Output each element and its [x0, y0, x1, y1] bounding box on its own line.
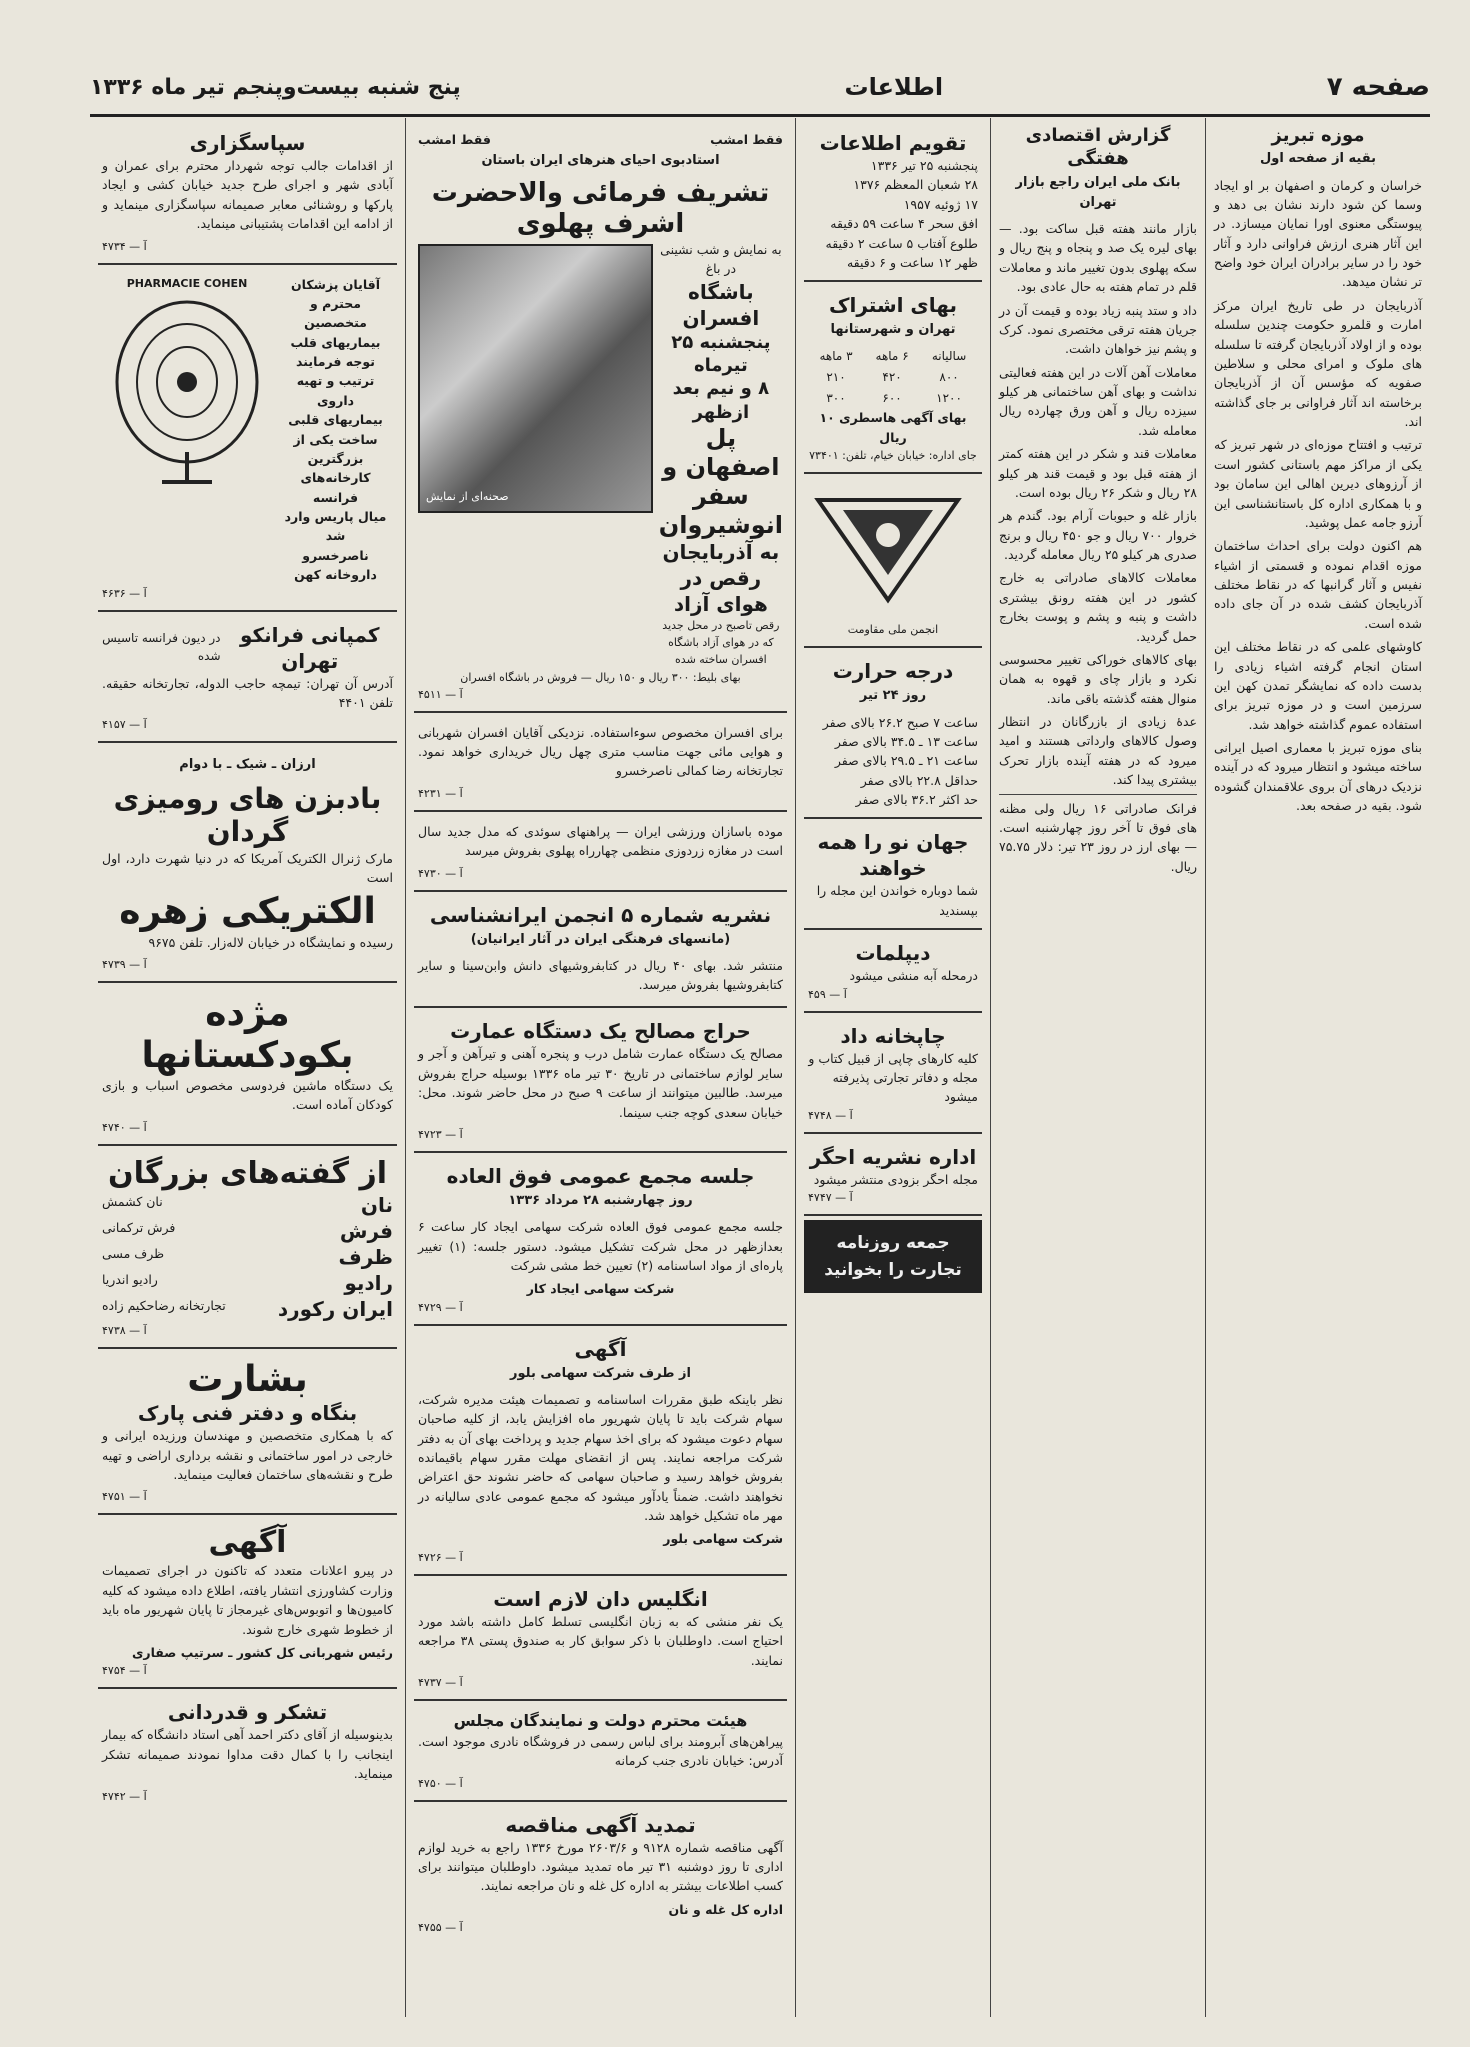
- assembly-body: جلسه مجمع عمومی فوق العاده شرکت سهامی ایجاد کار ساعت ۶ بعدازظهر در محل شرکت تشکیل میشود. دستور جلسه: (۱) تغییر پاره‌ای از مواد اساسنامه (۲) تعیین خط مشی شرکت: [418, 1219, 783, 1273]
- store-row: [102, 1192, 393, 1218]
- bashar-sub: بنگاه و دفتر فنی پارک: [137, 1401, 358, 1426]
- ad-code: آ — ۴۵۹: [808, 987, 847, 1001]
- store-desc: رادیو اندریا: [102, 1271, 158, 1287]
- pharm-line: متخصصین بیماریهای قلب: [290, 315, 381, 350]
- sub-header: ۶ ماهه: [875, 349, 909, 364]
- show-item: پل اصفهان و: [662, 424, 780, 481]
- promo-banner: جمعه روزنامه تجارت را بخوانید: [804, 1220, 982, 1293]
- museum-para: بنای موزه تبریز با معماری اصیل ایرانی ساخته میشود و انتظار میرود که در آینده نزدیک درهای آن بروی علاقمندان گشوده شود. بقیه در صفحه بعد.: [1214, 740, 1422, 814]
- ad-code: آ — ۴۷۳۸: [102, 1323, 147, 1337]
- ad-code: آ — ۴۵۱۱: [418, 687, 463, 701]
- fan-body: مارک ژنرال الکتریک آمریکا که در دنیا شهرت دارد، اول است: [102, 850, 393, 886]
- show-item: سفر انوشیروان: [658, 481, 783, 539]
- museum-subtitle: بقیه از صفحه اول: [1260, 151, 1376, 167]
- temp-row: ساعت ۷ صبح ۲۶.۲ بالای صفر: [822, 714, 978, 730]
- econ-para: معاملات قند و شکر در این هفته کمتر از هفته قبل بود و قیمت قند هر کیلو ۲۸ ریال و شکر ۲۶ ریال بوده است.: [999, 446, 1197, 500]
- bolour-notice: [414, 1330, 787, 1576]
- world-title: جهان نو را همه خواهند: [817, 830, 969, 881]
- econ-para: بازار غله و حبوبات آرام بود. گندم هر خروار ۷۰۰ ریال و جو ۴۵۰ ریال و برنج صدری هر کیلو ۲۵ ریال معامله گردید.: [999, 508, 1197, 563]
- assembly-ad: [414, 1157, 787, 1326]
- ad-code: آ — ۴۷۲۹: [418, 1300, 463, 1314]
- ad-code: آ — ۴۷۵۵: [418, 1921, 463, 1935]
- kids-ad: [98, 987, 397, 1146]
- calendar-row: پنجشنبه ۲۵ تیر ۱۳۳۶: [870, 158, 978, 173]
- photo-caption: صحنه‌ای از نمایش: [426, 489, 509, 503]
- sub-cell: ۳۰۰: [826, 390, 846, 405]
- thx-body: بدینوسیله از آقای دکتر احمد آهی استاد دانشگاه که بیمار اینجانب را با کمال دقت مداوا نمودند صمیمانه تشکر مینماید.: [102, 1727, 393, 1782]
- store-row: [102, 1244, 393, 1270]
- anjoman-ad: [414, 896, 787, 1009]
- english-title: انگلیس دان لازم است: [493, 1586, 708, 1611]
- pharm-line: آقایان پزشکان محترم و: [291, 276, 380, 311]
- subscription-table: [808, 346, 978, 408]
- auction-body: مصالح یک دستگاه عمارت شامل درب و پنجره آهنی و تیرآهن و آجر و سایر لوازم ساختمانی در تاریخ ۳۰ تیر ماه ۱۳۳۶ بوسیله حراج بفروش میرسد. طالبین میتوانند از ساعت ۹ صبح در محل حاضر شوند. محل: خیابان سعدی کوچه جنب سینما.: [418, 1046, 783, 1120]
- world-box: [804, 823, 982, 930]
- parl-title: هیئت محترم دولت و نمایندگان مجلس: [453, 1711, 748, 1731]
- calendar-box: [804, 124, 982, 282]
- notice-sign: شرکت سهامی بلور: [663, 1531, 783, 1547]
- franco-sub: در دیون فرانسه تاسیس شده: [102, 630, 221, 664]
- econ-subtitle: بانک ملی ایران راجع بازار تهران: [1015, 174, 1181, 210]
- agahi-sign: رئیس شهربانی کل کشور ـ سرتیپ صفاری: [131, 1644, 393, 1660]
- pharm-line: ساخت یکی از بزرگترین: [293, 431, 378, 466]
- sub-cell: ۱۲۰۰: [936, 390, 962, 405]
- show-item: رقص در هوای آزاد: [673, 566, 768, 617]
- bashar-ad: [98, 1353, 397, 1516]
- thanks-title: سپاسگزاری: [189, 131, 306, 155]
- anjoman-title: نشریه شماره ۵ انجمن ایرانشناسی: [429, 902, 772, 927]
- franco-body: آدرس آن تهران: تیمچه حاجب الدوله، تجارتخانه حقیقه. تلفن ۴۴۰۱: [102, 675, 393, 710]
- auction-title: حراج مصالح یک دستگاه عمارت: [450, 1019, 751, 1044]
- show-note: رقص تاصبح در محل جدید که در هوای آزاد باشگاه افسران ساخته شده: [662, 619, 780, 667]
- bashar-title: بشارت: [187, 1358, 308, 1400]
- fan-store-name: الکتریکی زهره: [119, 891, 376, 933]
- pharm-line: ترتیب و تهیه داروی: [296, 373, 375, 408]
- museum-para: ترتیب و افتتاح موزه‌ای در شهر تبریز که یکی از مراکز مهم باستانی کشور است از آرزوهای دیرین اهالی این سامان بود و با همکاری اداره کل باستانشناسی این آرزو جامه عمل پوشید.: [1214, 437, 1422, 530]
- sub-cell: ۸۰۰: [939, 369, 959, 384]
- econ-para: معاملات کالاهای صادراتی به خارج کشور در این هفته رونق بیشتری داشت و پنبه و پشم و پوست بخارج حمل گردید.: [999, 570, 1197, 644]
- event-photo: [418, 244, 653, 513]
- english-ad: [414, 1580, 787, 1701]
- assembly-date: روز چهارشنبه ۲۸ مرداد ۱۳۳۶: [508, 1193, 693, 1209]
- agahi-title: آگهی: [208, 1525, 287, 1561]
- emblem-box: [804, 478, 982, 648]
- office-body: مجله احگر بزودی منتشر میشود: [813, 1171, 978, 1187]
- pharm-line: بیماریهای قلبی: [288, 412, 383, 428]
- econ-para: بهای کالاهای خوراکی تغییر محسوسی نکرد و بازار چای و قهوه به همان منوال هفته گذشته باقی ماند.: [999, 651, 1197, 706]
- fan-pre: ارزان ـ شیک ـ با دوام: [179, 757, 316, 773]
- pharm-line: میال پاریس وارد شد: [284, 509, 387, 544]
- store-name: نان: [360, 1192, 393, 1217]
- print-body: کلیه کارهای چاپی از قبیل کتاب و مجله و دفاتر تجارتی پذیرفته میشود: [808, 1050, 978, 1105]
- page-number: صفحه ۷: [1326, 72, 1430, 102]
- paper-name: اطلاعات: [844, 73, 944, 101]
- ad-code: آ — ۴۷۳۹: [102, 958, 147, 972]
- temperature-box: [804, 652, 982, 819]
- emblem-icon: [798, 490, 978, 610]
- ad-code: آ — ۴۷۴۷: [808, 1191, 853, 1205]
- econ-tail: فرانک صادراتی ۱۶ ریال ولی مظنه های فوق تا آخر روز چهارشنبه است. — بهای ارز در روز ۲۳ تیر: دلار ۷۵.۷۵ ریال.: [999, 794, 1197, 877]
- info-column: [795, 118, 990, 2017]
- econ-para: عدهٔ زیادی از بازرگانان در انتظار وصول کالاهای وارداتی هستند و امید میرود که در هفته آینده بازار تحرک بیشتری پیدا کند.: [999, 714, 1197, 788]
- store-name: ایران رکورد: [277, 1296, 393, 1321]
- parl-body: پیراهن‌های آبرومند برای لباس رسمی در فروشگاه نادری موجود است. آدرس: خیابان نادری جنب کرمانه: [418, 1733, 783, 1769]
- calendar-row: ظهر ۱۲ ساعت و ۶ دقیقه: [846, 254, 978, 270]
- tender-body: آگهی مناقصه شماره ۹۱۲۸ و ۲۶۰۳/۶ مورخ ۱۳۳۶ راجع به خرید لوازم اداری تا روز دوشنبه ۳۱ تیر ماه تمدید میشود. داوطلبان میتوانند برای کسب اطلاعات بیشتر به اداره کل غله و نان مراجعه نمایند.: [418, 1839, 783, 1894]
- emblem-caption: انجمن ملی مقاومت: [847, 623, 939, 637]
- temp-row: ساعت ۱۳ ـ ۳۴.۵ بالای صفر: [834, 733, 978, 749]
- temp-row: ساعت ۲۱ ـ ۲۹.۵ بالای صفر: [834, 753, 978, 769]
- masthead: [90, 60, 1430, 117]
- ad-code: آ — ۴۲۳۱: [418, 786, 463, 800]
- ad-code: آ — ۴۶۳۶: [102, 586, 147, 600]
- museum-para: آذربایجان در طی تاریخ ایران مرکز امارت و قلمرو حکومت چندین سلسله بوده و از اولاد آذربایجان گرفته تا سلسله های ملوک و امرای محلی و سلاطین صفویه که مؤسس آن از آذربایجان برخاسته اند آثار فراوانی بر جای گذاشته اند.: [1214, 297, 1422, 430]
- calendar-title: تقویم اطلاعات: [819, 131, 967, 155]
- store-row: [102, 1296, 393, 1322]
- fan-ad: [98, 747, 397, 983]
- center-ads: [405, 118, 795, 2017]
- event-title: تشریف فرمائی والاحضرت اشرف پهلوی: [431, 177, 770, 239]
- ad-code: آ — ۴۷۵۴: [102, 1664, 147, 1678]
- show-item: به آذربایجان: [662, 540, 780, 565]
- auction-ad: [414, 1012, 787, 1153]
- subscription-sub: تهران و شهرستانها: [830, 322, 956, 338]
- diplomat-title: دیپلمات: [855, 941, 931, 966]
- temp-row: حداقل ۲۲.۸ بالای صفر: [860, 772, 978, 788]
- econ-para: داد و ستد پنبه زیاد بوده و قیمت آن در جریان هفته ترقی مختصری نمود. کرک و پشم نیز خواهان داشت.: [999, 302, 1197, 357]
- ad-code: آ — ۴۷۵۱: [102, 1490, 147, 1504]
- sport-body: موده باسازان ورزشی ایران — پراهنهای سوئدی که مدل جدید سال است در مغازه زردوزی منظمی چهارراه پهلوی بفروش میرسد: [418, 823, 783, 859]
- english-body: یک نفر منشی که به زبان انگلیسی تسلط کامل داشته باشد مورد احتیاج است. داوطلبان با ذکر سوابق کار به صندوق پستی ۳۸ مراجعه نمایند.: [418, 1613, 784, 1668]
- subscription-title: بهای اشتراک: [829, 293, 957, 318]
- print-box: [804, 1017, 982, 1134]
- museum-title: موزه تبریز: [1271, 125, 1365, 146]
- calendar-row: طلوع آفتاب ۵ ساعت ۲ دقیقه: [825, 235, 978, 251]
- calendar-row: ۲۸ شعبان المعظم ۱۳۷۶: [853, 177, 978, 193]
- ad-code: آ — ۴۷۳۷: [418, 1676, 463, 1690]
- store-name: رادیو: [344, 1270, 393, 1295]
- stores-title: از گفته‌های بزرگان: [108, 1155, 387, 1191]
- store-row: [102, 1218, 393, 1244]
- ad-code: آ — ۴۷۳۴: [102, 239, 147, 253]
- tonight-label: فقط امشب: [418, 132, 491, 147]
- fan-title: بادبزن های رومیزی گردان: [113, 781, 382, 849]
- ad-code: آ — ۴۱۵۷: [102, 718, 147, 732]
- museum-para: خراسان و کرمان و اصفهان بر او ایجاد وسما کن شود دارند نشان بی دهد و پیوستگی معنوی اورا نمایان میسازد. در این آثار هنری ارزش فراوانی دارد و آثار خود را در سایر برادران ایران خود واضح تر نشان میدهد.: [1214, 177, 1422, 290]
- office-box: [804, 1138, 982, 1216]
- issue-date: پنج شنبه بیست‌وپنجم تیر ماه ۱۳۳۶: [90, 74, 461, 100]
- sub-cell: ۶۰۰: [882, 390, 902, 405]
- museum-para: هم اکنون دولت برای احداث ساختمان موزه اقدام نموده و قسمتی از اشیاء نفیس و آثار گرانبها که در نقاط مختلف آذربایجان کشف شده در آن جای داده شده است.: [1214, 538, 1422, 631]
- calendar-row: ۱۷ ژوئیه ۱۹۵۷: [903, 196, 978, 212]
- franco-title: کمپانی فرانکو تهران: [240, 622, 380, 673]
- pharm-line: توجه فرمایند: [296, 354, 375, 370]
- tender-title: تمدید آگهی مناقصه: [505, 1812, 696, 1837]
- ad-code: آ — ۴۷۵۰: [418, 1776, 463, 1790]
- assembly-title: جلسه مجمع عمومی فوق العاده: [446, 1164, 755, 1189]
- agahi-body: در پیرو اعلانات متعدد که تاکنون در اجرای تصمیمات وزارت کشاورزی انتشار یافته، اطلاع داده میشود که کلیه کامیون‌ها و اتوبوس‌های غیرمجاز تا پایان شهریور ماه باید از خطوط شهری خارج شوند.: [102, 1563, 393, 1637]
- venue-line: به نمایش و شب نشینی در باغ: [660, 241, 782, 277]
- store-name: فرش: [339, 1218, 393, 1243]
- store-name: ظرف: [338, 1244, 393, 1269]
- pharmacy-name: PHARMACIE COHEN: [126, 276, 248, 290]
- ad-price: بهای آگهی هاسطری ۱۰ ریال: [819, 410, 967, 445]
- store-desc: نان کشمش: [102, 1193, 163, 1209]
- franco-ad: [98, 616, 397, 744]
- assembly-sign: شرکت سهامی ایجاد کار: [526, 1281, 675, 1297]
- tonight-label: فقط امشب: [710, 132, 783, 147]
- kids-title: مژده بکودکستانها: [141, 993, 354, 1076]
- anjoman-body: منتشر شد. بهای ۴۰ ریال در کتابفروشیهای دانش وابن‌سینا و سایر کتابفروشیها بفروش میرسد.: [418, 957, 783, 993]
- office-address: جای اداره: خیابان خیام، تلفن: ۷۳۴۰۱: [809, 448, 977, 462]
- museum-para: کاوشهای علمی که در نقاط مختلف این استان انجام گرفته اشیاء زیادی را بدست داده که نمایشگر تمدن کهن این سرزمین است و در موزه تبریز برای استفاده عموم گذاشته خواهد شد.: [1214, 639, 1422, 732]
- museum-article: [1205, 118, 1430, 2017]
- diplomat-body: درمحله آبه منشی میشود: [849, 968, 978, 984]
- ad-code: آ — ۴۷۴۰: [102, 1120, 147, 1134]
- ticket-info: بهای بلیط: ۳۰۰ ریال و ۱۵۰ ریال — فروش در باشگاه افسران: [460, 670, 741, 684]
- econ-title: گزارش اقتصادی هفتگی: [1025, 125, 1171, 170]
- kids-body: یک دستگاه ماشین فردوسی مخصوص اسباب و بازی کودکان آماده است.: [102, 1078, 393, 1113]
- temp-row: حد اکثر ۳۶.۲ بالای صفر: [855, 792, 978, 808]
- tender-sign: اداره کل غله و نان: [668, 1901, 783, 1917]
- thanks-body: از اقدامات جالب توجه شهردار محترم برای عمران و آبادی شهر و اجرای طرح جدید خیابان کشی و ایجاد پارکها و روشنائی معابر صمیمانه سپاسگزاری مینماید و از ادامه این اقدامات پشتیبانی مینماید.: [102, 158, 393, 232]
- peacock-logo-icon: [102, 292, 272, 492]
- gratitude-ad: [98, 1693, 397, 1812]
- calendar-row: افق سحر ۴ ساعت ۵۹ دقیقه: [830, 216, 978, 232]
- sub-cell: ۲۱۰: [826, 369, 846, 384]
- police-notice: [98, 1519, 397, 1689]
- officers-body: برای افسران مخصوص سوءاستفاده. نزدیکی آقایان افسران شهربانی و هوایی مائی جهت مناسب متری چهل ریال خریداری خواهد نمود. تجارتخانه رضا کمالی ناصرخسرو: [418, 724, 783, 779]
- pharmacy-ad: [98, 269, 397, 612]
- sport-ad: [414, 816, 787, 892]
- officers-ad: [414, 717, 787, 812]
- event-time: ۸ و نیم بعد ازظهر: [672, 378, 770, 423]
- pharm-line: کارخانه‌های فرانسه: [300, 470, 371, 505]
- ad-code: آ — ۴۷۲۶: [418, 1550, 463, 1564]
- notice-title: آگهی: [574, 1336, 627, 1361]
- event-ad: [414, 124, 787, 713]
- sub-header: ۳ ماهه: [819, 349, 853, 364]
- store-desc: فرش ترکمانی: [102, 1219, 176, 1235]
- thanks-ad: [98, 124, 397, 265]
- economic-report: [990, 118, 1205, 2017]
- store-desc: تجارتخانه رضاحکیم زاده: [102, 1297, 226, 1313]
- fan-sub: رسیده و نمایشگاه در خیابان لاله‌زار. تلفن ۹۶۷۵: [148, 934, 393, 950]
- ad-code: آ — ۴۷۴۸: [808, 1108, 853, 1122]
- anjoman-sub: (مانسهای فرهنگی ایران در آثار ایرانیان): [470, 931, 731, 947]
- ad-code: آ — ۴۷۳۰: [418, 866, 463, 880]
- venue: باشگاه افسران: [682, 279, 760, 330]
- world-body: شما دوباره خواندن این مجله را بپسندید: [816, 883, 978, 918]
- store-desc: ظرف مسی: [102, 1245, 165, 1261]
- bashar-body: که با همکاری متخصصین و مهندسان ورزیده ایرانی و خارجی در امور ساختمانی و نقشه برداری اراضی و تهیه طرح و نقشه‌های ساختمان فعالیت مینماید.: [102, 1428, 393, 1483]
- notice-sub: از طرف شرکت سهامی بلور: [510, 1365, 691, 1381]
- event-line: استادبوی احیای هنرهای ایران باستان: [481, 153, 720, 169]
- temp-date: روز ۲۴ تیر: [859, 688, 927, 704]
- event-date: پنجشنبه ۲۵ تیرماه: [671, 331, 771, 377]
- pharm-line: ناصرخسرو داروخانه کهن: [294, 547, 377, 583]
- print-title: چاپخانه داد: [840, 1023, 946, 1048]
- left-ads: [90, 118, 405, 2017]
- ad-code: آ — ۴۷۴۲: [102, 1789, 147, 1803]
- diplomat-box: [804, 934, 982, 1012]
- notice-body: نظر باینکه طبق مقررات اساسنامه و تصمیمات هیئت مدیره شرکت، سهام شرکت باید تا پایان شهریور ماه افزایش یابد، از کلیه صاحبان سهام دعوت میشود که برای اخذ سهام جدید و پرداخت بهای آن به دفتر شرکت مراجعه نمایند. پس از انقضای مهلت مقرر سهام باقیمانده بفروش خواهد رسید و صاحبان سهامی که حاضر نشوند حق اعتراض نخواهند داشت. ضمناً یادآور میشود که مجمع عمومی عادی سالیانه در مهر ماه تشکیل خواهد شد.: [418, 1391, 783, 1524]
- ad-code: آ — ۴۷۲۳: [418, 1127, 463, 1141]
- thx-title: تشکر و قدردانی: [167, 1700, 328, 1725]
- store-row: [102, 1270, 393, 1296]
- office-title: اداره نشریه احگر: [809, 1144, 977, 1169]
- subscription-box: [804, 286, 982, 474]
- stores-ad: [98, 1150, 397, 1349]
- econ-para: بازار مانند هفته قبل ساکت بود. — بهای لیره یک صد و پنجاه و پنج ریال و سکه پهلوی بدون تغییر ماند و معاملات قلم در تمام هفته به حال عادی بود.: [999, 221, 1197, 295]
- sub-header: سالیانه: [931, 349, 967, 364]
- temp-title: درجه حرارت: [832, 659, 954, 684]
- tender-ad: [414, 1806, 787, 1945]
- sub-cell: ۴۲۰: [882, 369, 902, 384]
- econ-para: معاملات آهن آلات در این هفته فعالیتی نداشت و بهای آهن ساختمانی هر کیلو سیزده ریال و آهن ورق چهارده ریال معامله شد.: [999, 364, 1197, 438]
- parliament-ad: [414, 1705, 787, 1802]
